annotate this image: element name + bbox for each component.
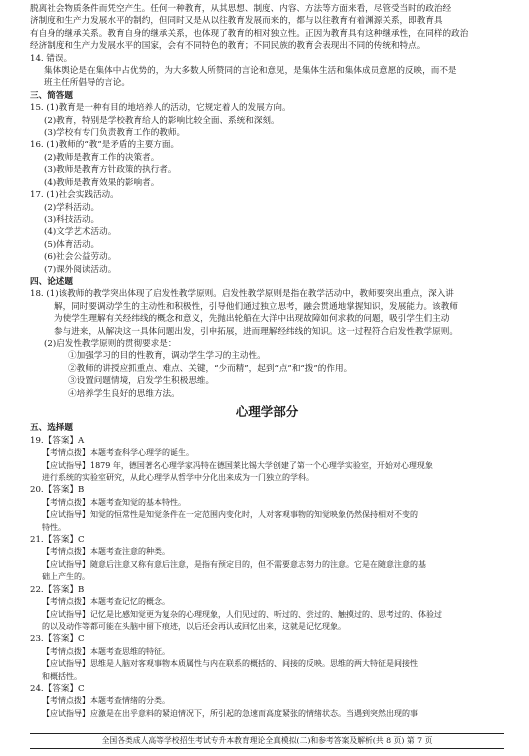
question-20 bbox=[30, 484, 504, 534]
page-footer: 全国各类成人高等学校招生考试专升本教育理论全真模拟(二)和参考答案及解析(共 8 页) 第 7 页 bbox=[30, 733, 504, 749]
text-line: (2)启发性教学原则的贯彻要求是： bbox=[44, 338, 177, 349]
text-line: 16. (1)教师的“教”是矛盾的主要方面。 bbox=[30, 140, 180, 151]
section-heading-short-answer: 三、简答题 bbox=[30, 90, 73, 101]
guide-line: 【应试指导】知觉的恒常性是知觉条件在一定范围内变化时，人对客观事物的知觉映象仍然保持相对不变的 bbox=[42, 510, 418, 520]
exam-point-line: 【考情点拨】本题考查思维的特征。 bbox=[42, 646, 170, 656]
question-21 bbox=[30, 534, 504, 584]
text-line: 经济制度和生产力发展水平的国家，会有不同特色的教育；不同民族的教育会表现出不同的传统和特点。 bbox=[30, 41, 426, 52]
question-15 bbox=[30, 102, 504, 139]
text-line: 济制度和生产力发展水平的制约，但同时又是从以往教育发展而来的，都与以往教育有着渊源关系，即教育具 bbox=[30, 16, 443, 27]
question-14 bbox=[30, 53, 504, 90]
question-number: 14. 错误。 bbox=[30, 53, 73, 64]
question-23 bbox=[30, 633, 504, 683]
exam-point-line: 【考情点拨】本题考查情绪的分类。 bbox=[42, 696, 170, 706]
text-line: 18. (1)该教师的教学突出体现了启发性教学原则。启发性教学原则是指在教学活动中，教师要突出重点，深入讲 bbox=[30, 289, 454, 300]
guide-line: 【应试指导】1879 年，德国著名心理学家冯特在德国莱比锡大学创建了第一个心理学实验室，开始对心理现象 bbox=[42, 460, 433, 470]
guide-line: 础上产生的。 bbox=[42, 572, 90, 582]
text-line: 有自身的继承关系。教育自身的继承关系，也体现了教育的相对独立性。正因为教育具有这种继承性，在同样的政治 bbox=[30, 28, 469, 39]
list-item: ②教师的讲授应抓重点、难点、关键，“少而精”，起到“点”和“拨”的作用。 bbox=[68, 363, 353, 374]
answer-page bbox=[30, 3, 504, 720]
text-line: 脱离社会物质条件而凭空产生。任何一种教育，从其思想、制度、内容、方法等方面来看，尽管受当时的政治经 bbox=[30, 4, 452, 14]
text-line: 17. (1)社会实践活动。 bbox=[30, 190, 119, 201]
guide-line: 【应试指导】思维是人脑对客观事物本质属性与内在联系的概括的、间接的反映。思维的两大特征是间接性 bbox=[42, 659, 418, 669]
guide-line: 特性。 bbox=[42, 522, 66, 532]
guide-line: 和概括性。 bbox=[42, 671, 82, 681]
guide-line: 的以及动作等都可能在头脑中留下痕迹，以后还会再认或回忆出来，这就是记忆现象。 bbox=[42, 621, 346, 631]
text-line: (6)社会公益劳动。 bbox=[44, 252, 117, 263]
text-line: (3)教师是教育方针政策的执行者。 bbox=[44, 165, 177, 176]
top-paragraph bbox=[30, 3, 504, 53]
answer-line: 21.【答案】C bbox=[30, 535, 85, 546]
text-line: 15. (1)教育是一种有目的地培养人的活动，它规定着人的发展方向。 bbox=[30, 103, 291, 114]
exam-point-line: 【考情点拨】本题考查知觉的基本特性。 bbox=[42, 497, 186, 507]
list-item: ①加强学习的目的性教育，调动学生学习的主动性。 bbox=[68, 351, 266, 362]
answer-line: 23.【答案】C bbox=[30, 634, 85, 645]
text-line: 集体舆论是在集体中占优势的，为大多数人所赞同的言论和意见，是集体生活和集体成员意愿的反映，而不是 bbox=[44, 66, 457, 77]
answer-line: 24.【答案】C bbox=[30, 683, 85, 694]
question-24 bbox=[30, 683, 504, 720]
list-item: ④培养学生良好的思维方法。 bbox=[68, 388, 180, 399]
text-line: (7)课外阅读活动。 bbox=[44, 264, 117, 275]
guide-line: 进行系统的实验室研究，从此心理学从哲学中分化出来成为一门独立的学科。 bbox=[42, 473, 314, 483]
section-heading-essay: 四、论述题 bbox=[30, 276, 73, 287]
text-line: (4)教师是教育效果的影响者。 bbox=[44, 177, 160, 188]
text-line: (3)学校有专门负责教育工作的教师。 bbox=[44, 128, 186, 139]
guide-line: 【应试指导】应激是在出乎意料的紧迫情况下，所引起的急速而高度紧张的情绪状态。当遇到突然出现的事 bbox=[42, 708, 418, 718]
guide-line: 【应试指导】记忆是比感知觉更为复杂的心理现象，人们见过的、听过的、尝过的、触摸过的、思考过的、体验过 bbox=[42, 609, 442, 619]
text-line: 班主任所倡导的言论。 bbox=[44, 78, 130, 89]
exam-point-line: 【考情点拨】本题考查科学心理学的诞生。 bbox=[42, 448, 194, 458]
list-item: ③设置问题情境，启发学生积极思维。 bbox=[68, 376, 215, 387]
text-line: 参与进来，从解决这一具体问题出发，引申拓展，进而理解经纬线的知识。这一过程符合启发性教学原则。 bbox=[54, 326, 458, 337]
text-line: (2)学科活动。 bbox=[44, 202, 100, 213]
text-line: 为使学生理解有关经纬线的概念和意义，先抛出轮船在大洋中出现故障如何求救的问题，吸引学生们主动 bbox=[54, 314, 450, 325]
question-22 bbox=[30, 584, 504, 634]
text-line: (2)教师是教育工作的决策者。 bbox=[44, 152, 160, 163]
answer-line: 22.【答案】B bbox=[30, 584, 85, 595]
exam-point-line: 【考情点拨】本题考查注意的种类。 bbox=[42, 547, 170, 557]
part-title-psychology: 心理学部分 bbox=[235, 404, 299, 419]
question-17 bbox=[30, 189, 504, 276]
text-line: (5)体育活动。 bbox=[44, 239, 100, 250]
text-line: 解，同时要调动学生的主动性和积极性，引导他们通过独立思考，融会贯通地掌握知识，发展能力。该教师 bbox=[54, 301, 458, 312]
text-line: (3)科技活动。 bbox=[44, 214, 100, 225]
section-heading-choice: 五、选择题 bbox=[30, 423, 73, 434]
guide-line: 【应试指导】随意后注意又称有意后注意，是指有预定目的，但不需要意志努力的注意。它是在随意注意的基 bbox=[42, 559, 426, 569]
answer-line: 20.【答案】B bbox=[30, 485, 85, 496]
answer-line: 19.【答案】A bbox=[30, 435, 85, 446]
question-19 bbox=[30, 435, 504, 485]
text-line: (2)教育，特别是学校教育给人的影响比较全面、系统和深刻。 bbox=[44, 115, 280, 126]
question-16 bbox=[30, 139, 504, 189]
question-18 bbox=[30, 288, 504, 400]
exam-point-line: 【考情点拨】本题考查记忆的概念。 bbox=[42, 597, 170, 607]
text-line: (4)文学艺术活动。 bbox=[44, 227, 117, 238]
